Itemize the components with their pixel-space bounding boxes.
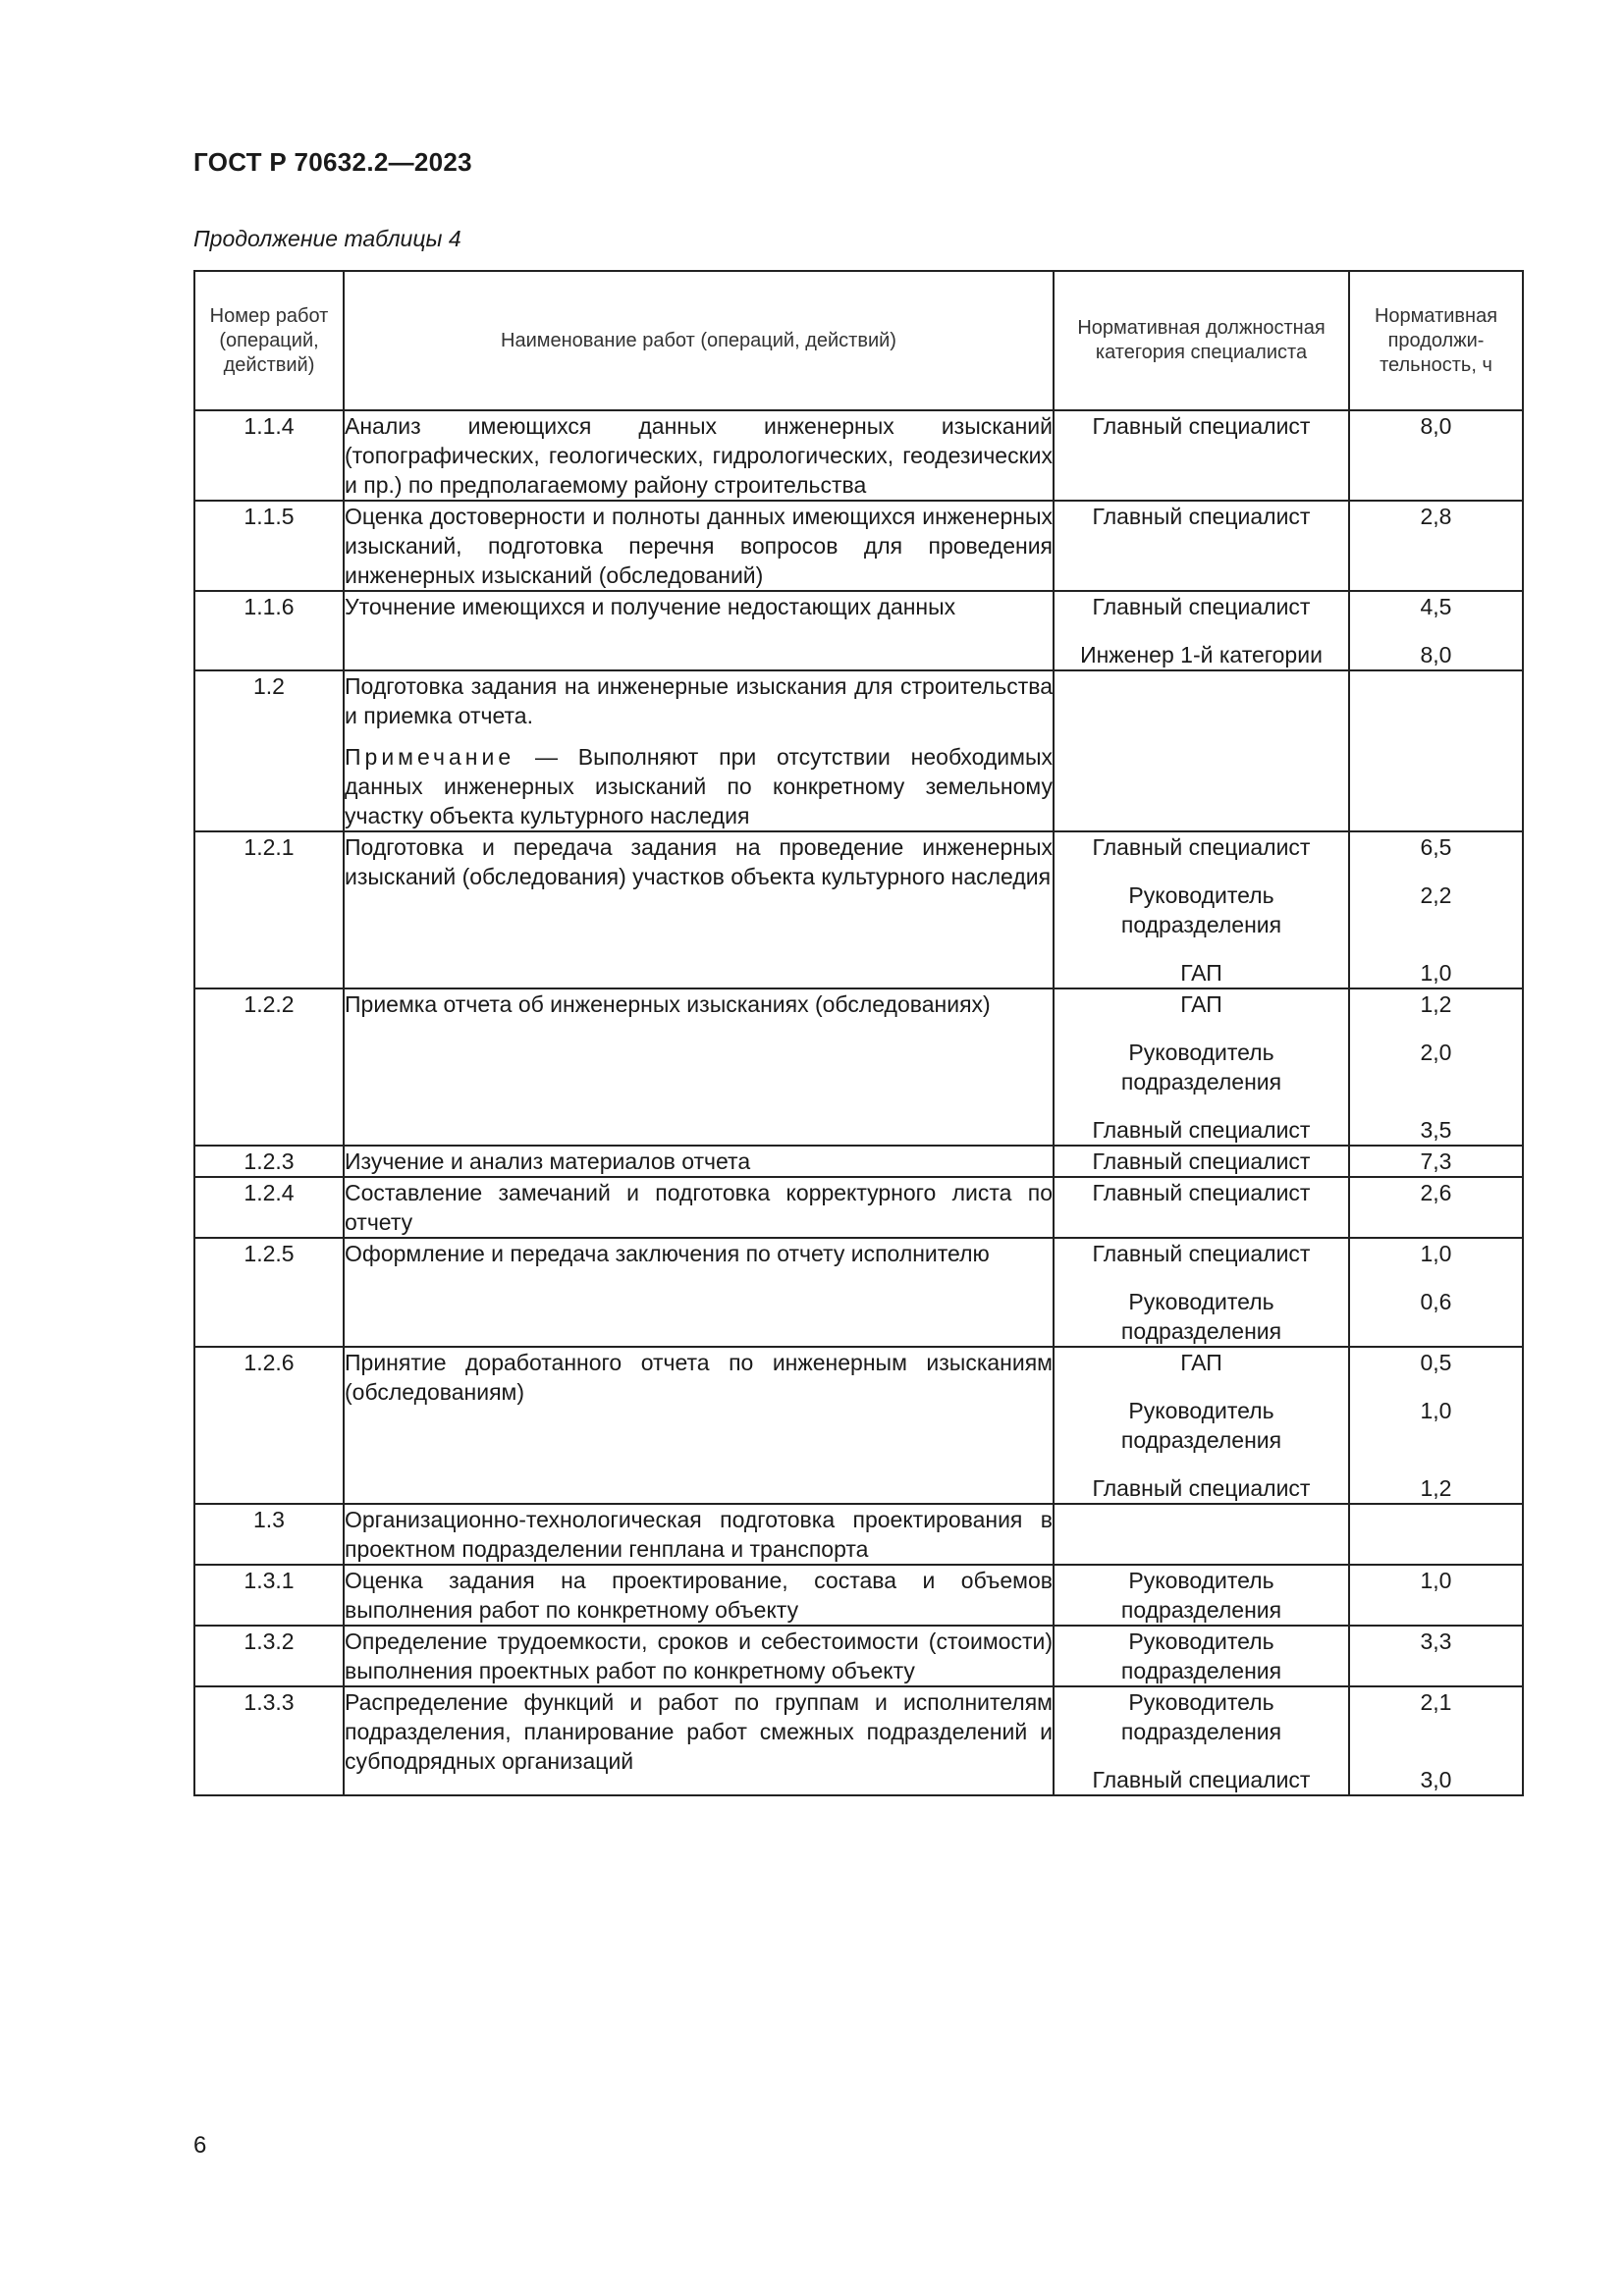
duration-hours: 2,8 (1420, 504, 1452, 529)
column-header-number: Номер работ (операций, действий) (194, 271, 344, 410)
specialist-category: Главный специалист (1092, 1180, 1311, 1205)
document-code: ГОСТ Р 70632.2—2023 (193, 147, 472, 177)
duration-hours: 6,5 (1420, 834, 1452, 860)
work-number: 1.2.3 (194, 1146, 344, 1177)
specialist-category: Руководитель подразделения (1120, 882, 1282, 937)
table-row (194, 1626, 1523, 1686)
work-name (344, 1504, 1054, 1565)
table-row (194, 1238, 1523, 1347)
specialist-category: Главный специалист (1092, 594, 1311, 619)
work-number: 1.1.6 (194, 591, 344, 670)
durations (1349, 501, 1523, 591)
work-name-text: Оценка достоверности и полноты данных имеющихся инженерных изысканий, подготовка перечня вопросов для проведения инженерных изысканий (обследований) (345, 504, 1053, 588)
durations (1349, 1686, 1523, 1795)
work-name-text: Оценка задания на проектирование, состава и объемов выполнения работ по конкретному объекту (345, 1568, 1053, 1623)
work-name-text: Распределение функций и работ по группам и исполнителям подразделения, планирование работ смежных подразделений и субподрядных организаций (345, 1689, 1053, 1774)
specialist-category: Руководитель подразделения (1120, 1398, 1282, 1453)
column-header-category: Нормативная должностная категория специалиста (1054, 271, 1349, 410)
work-number: 1.3 (194, 1504, 344, 1565)
duration-hours: 1,2 (1420, 1475, 1452, 1501)
specialist-category: Руководитель подразделения (1120, 1689, 1282, 1744)
specialist-category: Главный специалист (1092, 504, 1311, 529)
work-number: 1.1.4 (194, 410, 344, 501)
specialist-categories (1054, 1238, 1349, 1347)
table-row (194, 1347, 1523, 1504)
duration-hours: 2,0 (1420, 1040, 1452, 1065)
work-name-text: Определение трудоемкости, сроков и себестоимости (стоимости) выполнения проектных работ по конкретному объекту (345, 1629, 1053, 1683)
work-note (345, 742, 1053, 830)
work-name (344, 1146, 1054, 1177)
work-number: 1.1.5 (194, 501, 344, 591)
specialist-category: Главный специалист (1092, 1148, 1311, 1174)
specialist-category: Главный специалист (1092, 1475, 1311, 1501)
work-name (344, 501, 1054, 591)
specialist-category: Руководитель подразделения (1120, 1040, 1282, 1095)
specialist-category: Главный специалист (1092, 834, 1311, 860)
durations (1349, 831, 1523, 988)
duration-hours: 1,0 (1420, 1568, 1452, 1593)
specialist-category: Руководитель подразделения (1120, 1289, 1282, 1344)
work-name-text: Приемка отчета об инженерных изысканиях (обследованиях) (345, 991, 991, 1017)
page-number: 6 (193, 2132, 207, 2159)
specialist-categories (1054, 1504, 1349, 1565)
work-name-text: Подготовка и передача задания на проведение инженерных изысканий (обследования) участков объекта культурного наследия (345, 834, 1053, 889)
specialist-category: Руководитель подразделения (1120, 1629, 1282, 1683)
specialist-categories (1054, 670, 1349, 831)
duration-hours: 3,3 (1420, 1629, 1452, 1654)
duration-hours: 7,3 (1420, 1148, 1452, 1174)
specialist-categories (1054, 501, 1349, 591)
specialist-categories (1054, 1177, 1349, 1238)
duration-hours: 0,5 (1420, 1350, 1452, 1375)
work-name (344, 1177, 1054, 1238)
work-number: 1.2.1 (194, 831, 344, 988)
work-number: 1.3.1 (194, 1565, 344, 1626)
work-name (344, 1238, 1054, 1347)
work-name (344, 591, 1054, 670)
durations (1349, 1347, 1523, 1504)
table-row (194, 591, 1523, 670)
work-name-text: Подготовка задания на инженерные изыскания для строительства и приемка отчета. (345, 673, 1053, 728)
specialist-category: Главный специалист (1092, 1117, 1311, 1143)
duration-hours: 3,5 (1420, 1117, 1452, 1143)
work-name (344, 1347, 1054, 1504)
specialist-categories (1054, 831, 1349, 988)
specialist-category: ГАП (1180, 1350, 1222, 1375)
duration-hours: 2,2 (1420, 882, 1452, 908)
note-text: — Выполняют при отсутствии необходимых данных инженерных изысканий по конкретному земельному участку объекта культурного наследия (345, 744, 1053, 828)
specialist-category: Главный специалист (1092, 1767, 1311, 1792)
specialist-category: ГАП (1180, 991, 1222, 1017)
table-body (194, 410, 1523, 1795)
table-row (194, 1504, 1523, 1565)
specialist-category: Главный специалист (1092, 413, 1311, 439)
work-number: 1.2.2 (194, 988, 344, 1146)
durations (1349, 591, 1523, 670)
table-row (194, 1177, 1523, 1238)
specialist-categories (1054, 410, 1349, 501)
durations (1349, 1238, 1523, 1347)
specialist-category: Руководитель подразделения (1120, 1568, 1282, 1623)
specialist-categories (1054, 591, 1349, 670)
duration-hours: 2,6 (1420, 1180, 1452, 1205)
duration-hours: 4,5 (1420, 594, 1452, 619)
column-header-name: Наименование работ (операций, действий) (344, 271, 1054, 410)
specialist-categories (1054, 1626, 1349, 1686)
specialist-categories (1054, 1146, 1349, 1177)
note-label: Примечание (345, 744, 515, 770)
durations (1349, 1146, 1523, 1177)
table-row (194, 831, 1523, 988)
durations (1349, 1504, 1523, 1565)
table-caption: Продолжение таблицы 4 (193, 226, 461, 251)
duration-hours: 8,0 (1420, 642, 1452, 667)
table-header-row (194, 271, 1523, 410)
column-header-duration: Нормативная продолжи- тельность, ч (1349, 271, 1523, 410)
work-name (344, 988, 1054, 1146)
duration-hours: 1,0 (1420, 960, 1452, 986)
durations (1349, 1565, 1523, 1626)
durations (1349, 670, 1523, 831)
specialist-categories (1054, 1347, 1349, 1504)
work-name-text: Организационно-технологическая подготовка проектирования в проектном подразделении генплана и транспорта (345, 1507, 1053, 1562)
durations (1349, 410, 1523, 501)
work-number: 1.3.3 (194, 1686, 344, 1795)
work-name-text: Составление замечаний и подготовка корректурного листа по отчету (345, 1180, 1053, 1235)
table-row (194, 670, 1523, 831)
duration-hours: 0,6 (1420, 1289, 1452, 1314)
work-number: 1.2.4 (194, 1177, 344, 1238)
table-row (194, 988, 1523, 1146)
table-row (194, 410, 1523, 501)
work-name (344, 1565, 1054, 1626)
table-row (194, 1146, 1523, 1177)
work-name-text: Изучение и анализ материалов отчета (345, 1148, 751, 1174)
durations (1349, 1626, 1523, 1686)
duration-hours: 3,0 (1420, 1767, 1452, 1792)
work-name (344, 1686, 1054, 1795)
table-row (194, 1565, 1523, 1626)
work-name-text: Оформление и передача заключения по отчету исполнителю (345, 1241, 990, 1266)
specialist-category: ГАП (1180, 960, 1222, 986)
work-number: 1.2.5 (194, 1238, 344, 1347)
specialist-categories (1054, 988, 1349, 1146)
duration-hours: 1,0 (1420, 1398, 1452, 1423)
work-name (344, 831, 1054, 988)
specialist-categories (1054, 1565, 1349, 1626)
work-name (344, 410, 1054, 501)
durations (1349, 1177, 1523, 1238)
work-name (344, 1626, 1054, 1686)
specialist-categories (1054, 1686, 1349, 1795)
work-number: 1.2 (194, 670, 344, 831)
work-name-text: Уточнение имеющихся и получение недостающих данных (345, 594, 956, 619)
duration-hours: 1,0 (1420, 1241, 1452, 1266)
work-name-text: Принятие доработанного отчета по инженерным изысканиям (обследованиям) (345, 1350, 1053, 1405)
specialist-category: Главный специалист (1092, 1241, 1311, 1266)
work-name-text: Анализ имеющихся данных инженерных изысканий (топографических, геологических, гидрологических, геодезических и пр.) по предполагаемому району строительства (345, 413, 1053, 498)
table-row (194, 501, 1523, 591)
duration-hours: 8,0 (1420, 413, 1452, 439)
duration-hours: 2,1 (1420, 1689, 1452, 1715)
table-row (194, 1686, 1523, 1795)
norms-table (193, 270, 1524, 1796)
duration-hours: 1,2 (1420, 991, 1452, 1017)
work-name (344, 670, 1054, 831)
work-number: 1.3.2 (194, 1626, 344, 1686)
durations (1349, 988, 1523, 1146)
specialist-category: Инженер 1-й категории (1080, 642, 1323, 667)
work-number: 1.2.6 (194, 1347, 344, 1504)
